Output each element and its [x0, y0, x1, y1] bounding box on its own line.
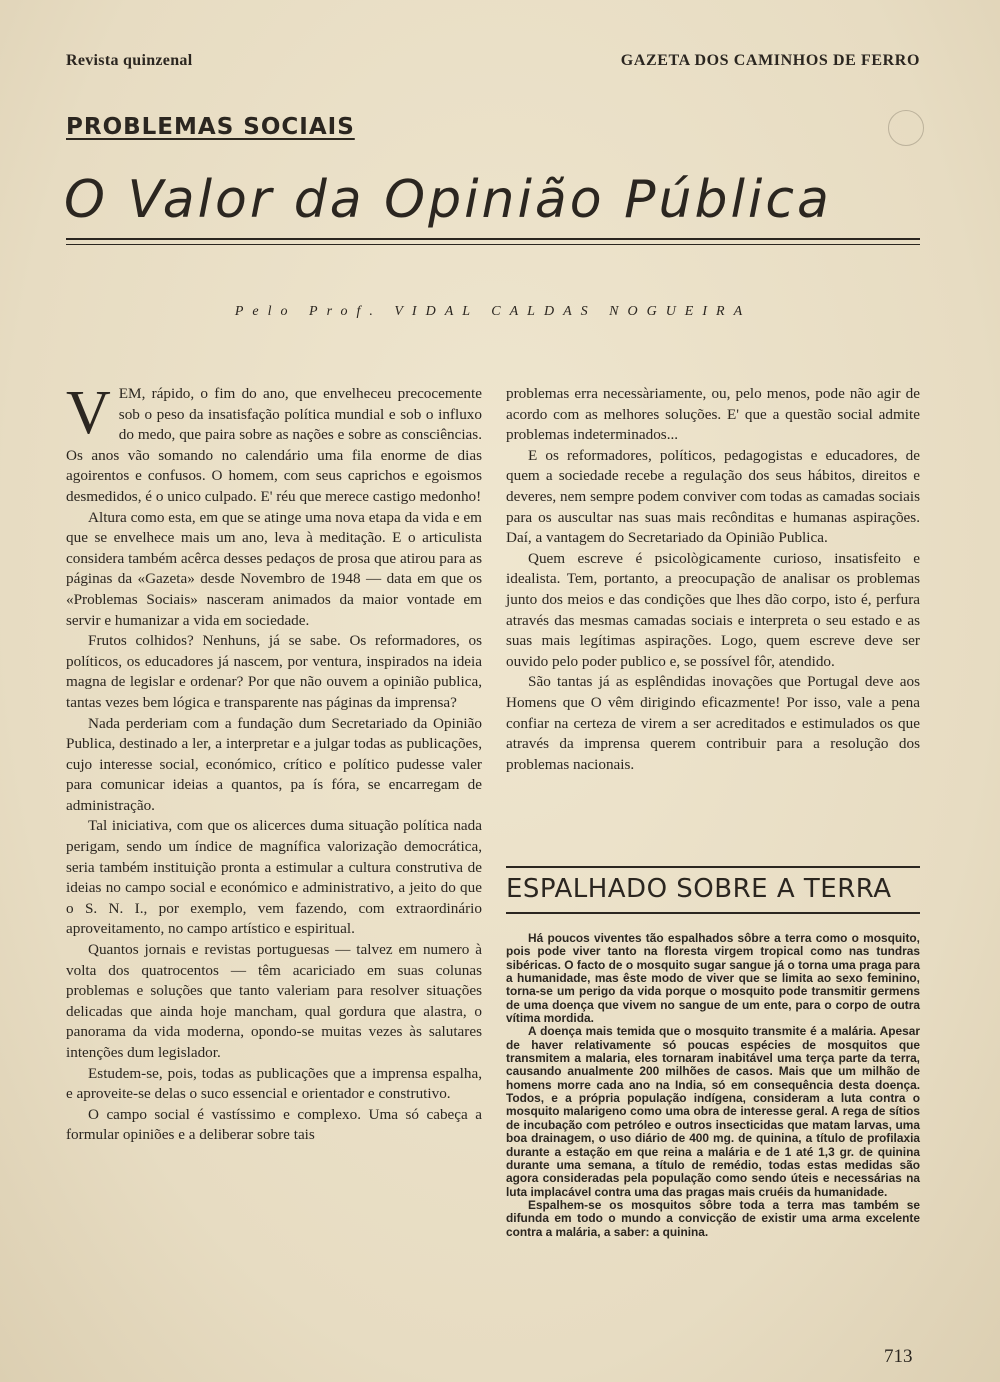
title-rule-thin [66, 244, 920, 245]
side-article-paragraph: Espalhem-se os mosquitos sôbre toda a terra mas também se difunda em todo o mundo a convicção de existir uma arma excelente contra a malária, a saber: a quinina. [506, 1197, 920, 1239]
article-paragraph: Tal iniciativa, com que os alicerces duma situação política nada perigam, sendo um índice de magnífica valorização democrática, seria também instituição pronta a estimular a cultura construtiva de ideias no campo social e económico e administrativo, a jeito do que o S. N. I., por exemplo, vem fazendo, com extraordinário aproveitamento, no campo artístico e espiritual. [66, 817, 482, 938]
article-paragraph: O campo social é vastíssimo e complexo. Uma só cabeça a formular opiniões e a deliberar sobre tais [66, 1105, 482, 1144]
article-paragraph: problemas erra necessàriamente, ou, pelo menos, pode não agir de acordo com as melhores soluções. E' que a questão social admite problemas indeterminados... [506, 385, 920, 444]
header-publication-frequency: Revista quinzenal [66, 52, 193, 69]
side-article-paragraph: Há poucos viventes tão espalhados sôbre a terra como o mosquito, pois pode viver tanto na floresta virgem tropical como nas tundras sibéricas. O facto de o mosquito sugar sangue já o torna uma praga para a humanidade, mas êste modo de viver que se limita ao sexo feminino, torna-se um perigo da vida porque o mosquito pode transmitir germens de uma doença que vivem no sangue de um ente, para o corpo de outra vítima mordida. [506, 931, 920, 1026]
paper-stain [888, 110, 924, 146]
side-article-top-rule [506, 866, 920, 868]
article-paragraph: São tantas já as esplêndidas inovações que Portugal deve aos Homens que O vêm dirigindo eficazmente! Por isso, vale a pena confiar na certeza de virem a ser acreditados e estimulados os que através da imprensa querem contribuir para a resolução dos problemas nacionais. [506, 673, 920, 773]
article-column-2 [506, 384, 920, 775]
side-article-paragraph: A doença mais temida que o mosquito transmite é a malária. Apesar de haver relativamente só poucas espécies de mosquitos que transmitem a malaria, eles tornaram inabitável uma terça parte da terra, causando anualmente 200 milhões de casos. Mais que um milhão de homens morre cada ano na India, só em consequência desta doença. Todos, e a própria população indígena, consideram a luta contra o mosquito malarigeno como uma obra de interesse geral. A rega de sítios de incubação com petróleo e outros insecticidas que matam larvas, uma boa drainagem, o uso diário de 400 mg. de quinina, a título de profilaxia durante a estação em que reina a malária e de 1 até 1,3 gr. de quinina durante uma semana, a título de remédio, todas estas medidas são agora consideradas pela população como sendo úteis e necessárias na luta implacável contra uma das pragas mais cruéis da humanidade. [506, 1024, 920, 1199]
side-article-body [506, 932, 920, 1239]
article-column-1 [66, 379, 482, 1146]
article-paragraph: Nada perderiam com a fundação dum Secretariado da Opinião Publica, destinado a ler, a interpretar e a julgar todas as publicações, cujo interesse social, económico, crítico e político pudesse valer para comunicar ideias a quantos, pa ís fóra, se encarregam de administração. [66, 714, 482, 814]
article-paragraph: Quem escreve é psicològicamente curioso, insatisfeito e idealista. Tem, portanto, a preocupação de analisar os problemas junto dos meios e das condições que lhes dão corpo, isto é, perfura através das mesmas camadas sociais e interpreta o seu estado e as suas mais legítimas aspirações. Logo, quem escreve deve ser ouvido pelo poder publico e, se possível fôr, atendido. [506, 549, 920, 670]
article-paragraph: Altura como esta, em que se atinge uma nova etapa da vida e em que se envelhece mais um ano, leva à meditação. E o articulista considera também acêrca desses pedaços de prosa que atirou para as páginas da «Gazeta» desde Novembro de 1948 — data em que os «Problemas Sociais» nasceram animados da maior vontade em servir e humanizar a vida em sociedade. [66, 508, 482, 629]
title-rule [66, 238, 920, 240]
article-byline: Pelo Prof. VIDAL CALDAS NOGUEIRA [234, 304, 752, 319]
side-article-title: ESPALHADO SOBRE A TERRA [506, 874, 892, 904]
article-paragraph: VEM, rápido, o fim do ano, que envelheceu precocemente sob o peso da insatisfação política mundial e sob o influxo do medo, que paira sobre as nações e sobre as consciências. Os anos vão somando no calendário uma fila enorme de dias agoirentos e confusos. O homem, com seus caprichos e egoismos desmedidos, é o unico culpado. E' réu que merece castigo medonho! [66, 379, 482, 505]
drop-cap: V [66, 379, 111, 447]
article-paragraph: Quantos jornais e revistas portuguesas — talvez em numero à volta dos quatrocentos — têm acariciado em suas colunas problemas e soluções que tanto valeriam para resolver situações delicadas que ainda hoje mancham, qual gordura que alastra, o panorama da vida moderna, opondo-se muitas vezes às salutares intenções dum legislador. [66, 941, 482, 1061]
article-title: O Valor da Opinião Pública [64, 170, 832, 230]
article-paragraph: Frutos colhidos? Nenhuns, já se sabe. Os reformadores, os políticos, os educadores já nascem, por ventura, inspirados na ideia magna de legislar e ordenar? Por que não ouvem a opinião publica, tantas vezes bem lógica e transparente nas páginas da imprensa? [66, 632, 482, 711]
article-paragraph: E os reformadores, políticos, pedagogistas e educadores, de quem a sociedade recebe a regulação dos seus hábitos, direitos e deveres, nem sempre podem conviver com todas as camadas sociais para os auscultar nas suas mais recônditas e humanas aspirações. Daí, a vantagem do Secretariado da Opinião Publica. [506, 446, 920, 547]
page-number: 713 [884, 1346, 913, 1367]
side-article-title-rule [506, 912, 920, 914]
header-publication-name: GAZETA DOS CAMINHOS DE FERRO [620, 52, 920, 69]
article-paragraph: Estudem-se, pois, todas as publicações que a imprensa espalha, e aproveite-se delas o suco essencial e orientador e construtivo. [66, 1064, 482, 1103]
section-kicker: PROBLEMAS SOCIAIS [66, 114, 355, 140]
